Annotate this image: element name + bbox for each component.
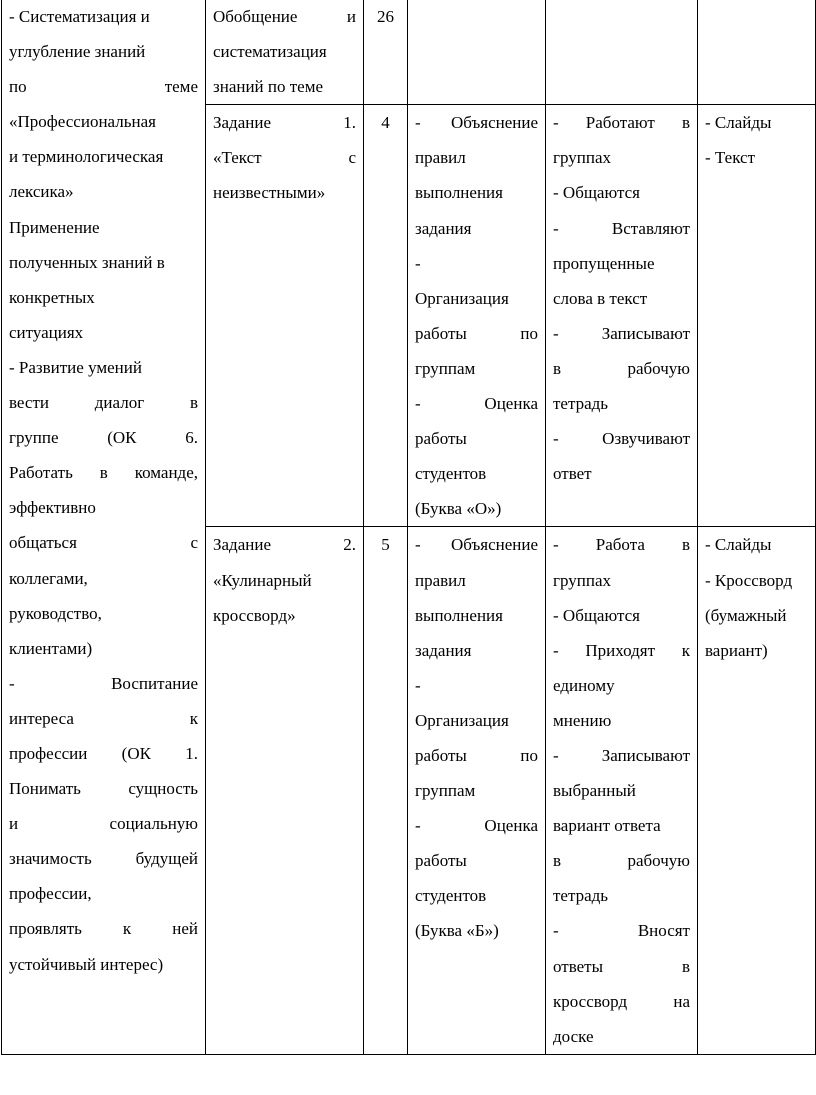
- text-line: полученных знаний в: [9, 252, 165, 272]
- text-line: единому: [553, 675, 615, 695]
- text-line: общаться с: [9, 533, 198, 553]
- text-line: - Воспитание: [9, 673, 198, 693]
- text-line: Задание 2.: [213, 535, 356, 555]
- text-line: работы по: [415, 323, 538, 343]
- text-line: работы по: [415, 745, 538, 765]
- student-activity-cell: [546, 527, 698, 1055]
- text-line: - Озвучивают: [553, 429, 690, 449]
- text-line: интереса к: [9, 708, 198, 728]
- text-line: профессии (ОК 1.: [9, 743, 198, 763]
- text-line: группах: [553, 148, 611, 168]
- teacher-activity-cell: [408, 0, 546, 105]
- text-line: Организация: [415, 288, 509, 308]
- text-line: тетрадь: [553, 886, 609, 906]
- text-line: правил: [415, 570, 466, 590]
- text-line: слова в текст: [553, 288, 648, 308]
- text-line: - Вставляют: [553, 218, 690, 238]
- text-line: задания: [415, 640, 472, 660]
- text-line: задания: [415, 218, 472, 238]
- text-line: группах: [553, 570, 611, 590]
- text-line: - Оценка: [415, 394, 538, 414]
- text-line: - Записывают: [553, 745, 690, 765]
- teacher-activity-cell: [408, 527, 546, 1055]
- text-line: коллегами,: [9, 568, 88, 588]
- text-line: вариант): [705, 640, 768, 660]
- goals-cell: [2, 0, 206, 1055]
- time-cell: 26: [364, 0, 408, 105]
- time-cell: 4: [364, 105, 408, 527]
- text-line: Задание 1.: [213, 113, 356, 133]
- text-line: Обобщение и: [213, 7, 356, 26]
- text-line: «Кулинарный: [213, 570, 312, 590]
- text-line: устойчивый интерес): [9, 954, 164, 974]
- text-line: группе (ОК 6.: [9, 428, 198, 448]
- text-line: ответ: [553, 464, 592, 484]
- text-line: проявлять к ней: [9, 919, 198, 939]
- text-line: - Текст: [705, 148, 756, 168]
- text-line: в рабочую: [553, 851, 690, 871]
- text-line: по теме: [9, 77, 198, 97]
- resources-cell: [698, 0, 816, 105]
- text-line: «Профессиональная: [9, 112, 156, 132]
- text-line: мнению: [553, 710, 612, 730]
- text-line: вариант ответа: [553, 816, 661, 836]
- text-line: систематизация: [213, 42, 327, 62]
- text-line: - Слайды: [705, 113, 772, 133]
- text-line: и терминологическая: [9, 147, 164, 167]
- text-line: студентов: [415, 464, 487, 484]
- text-line: - Объяснение: [415, 535, 538, 555]
- text-line: пропущенные: [553, 253, 655, 273]
- text-line: группам: [415, 358, 476, 378]
- text-line: - Общаются: [553, 605, 640, 625]
- text-line: тетрадь: [553, 394, 609, 414]
- lesson-plan-table: [1, 0, 816, 1055]
- text-line: - Работают в: [553, 113, 690, 133]
- text-line: «Текст с: [213, 148, 356, 168]
- text-line: работы: [415, 429, 467, 449]
- teacher-activity-cell: [408, 105, 546, 527]
- stage-cell: [206, 527, 364, 1055]
- text-line: и социальную: [9, 814, 198, 834]
- time-cell: 5: [364, 527, 408, 1055]
- text-line: клиентами): [9, 638, 93, 658]
- text-line: - Слайды: [705, 535, 772, 555]
- text-line: - Кроссворд: [705, 570, 793, 590]
- stage-cell: [206, 105, 364, 527]
- text-line: (бумажный: [705, 605, 787, 625]
- text-line: студентов: [415, 886, 487, 906]
- text-line: (Буква «Б»): [415, 921, 499, 941]
- text-line: вести диалог в: [9, 393, 198, 413]
- text-line: выбранный: [553, 781, 636, 801]
- text-line: доске: [553, 1026, 594, 1046]
- text-line: -: [415, 253, 421, 273]
- text-line: Применение: [9, 217, 100, 237]
- text-line: правил: [415, 148, 466, 168]
- text-line: конкретных: [9, 287, 95, 307]
- text-line: кроссворд»: [213, 605, 296, 625]
- text-line: знаний по теме: [213, 77, 324, 97]
- text-line: работы: [415, 851, 467, 871]
- text-line: ответы в: [553, 956, 690, 976]
- text-line: - Общаются: [553, 183, 640, 203]
- text-line: профессии,: [9, 884, 92, 904]
- text-line: Работать в команде,: [9, 463, 198, 483]
- text-line: - Записывают: [553, 323, 690, 343]
- text-line: руководство,: [9, 603, 102, 623]
- text-line: в рабочую: [553, 358, 690, 378]
- text-line: кроссворд на: [553, 991, 690, 1011]
- text-line: лексика»: [9, 182, 74, 202]
- text-line: эффективно: [9, 498, 96, 518]
- text-line: - Вносят: [553, 921, 690, 941]
- text-line: группам: [415, 781, 476, 801]
- text-line: Понимать сущность: [9, 779, 198, 799]
- resources-cell: [698, 527, 816, 1055]
- text-line: (Буква «О»): [415, 499, 502, 519]
- text-line: выполнения: [415, 183, 503, 203]
- text-line: - Работа в: [553, 535, 690, 555]
- text-line: Организация: [415, 710, 509, 730]
- text-line: - Объяснение: [415, 113, 538, 133]
- text-line: - Приходят к: [553, 640, 690, 660]
- text-line: значимость будущей: [9, 849, 198, 869]
- resources-cell: [698, 105, 816, 527]
- text-line: - Оценка: [415, 816, 538, 836]
- text-line: углубление знаний: [9, 42, 146, 62]
- text-line: выполнения: [415, 605, 503, 625]
- text-line: ситуациях: [9, 322, 84, 342]
- table-row: [2, 0, 816, 105]
- text-line: -: [415, 675, 421, 695]
- text-line: неизвестными»: [213, 183, 326, 203]
- text-line: - Развитие умений: [9, 357, 142, 377]
- text-line: - Систематизация и: [9, 7, 150, 26]
- stage-cell: [206, 0, 364, 105]
- student-activity-cell: [546, 0, 698, 105]
- student-activity-cell: [546, 105, 698, 527]
